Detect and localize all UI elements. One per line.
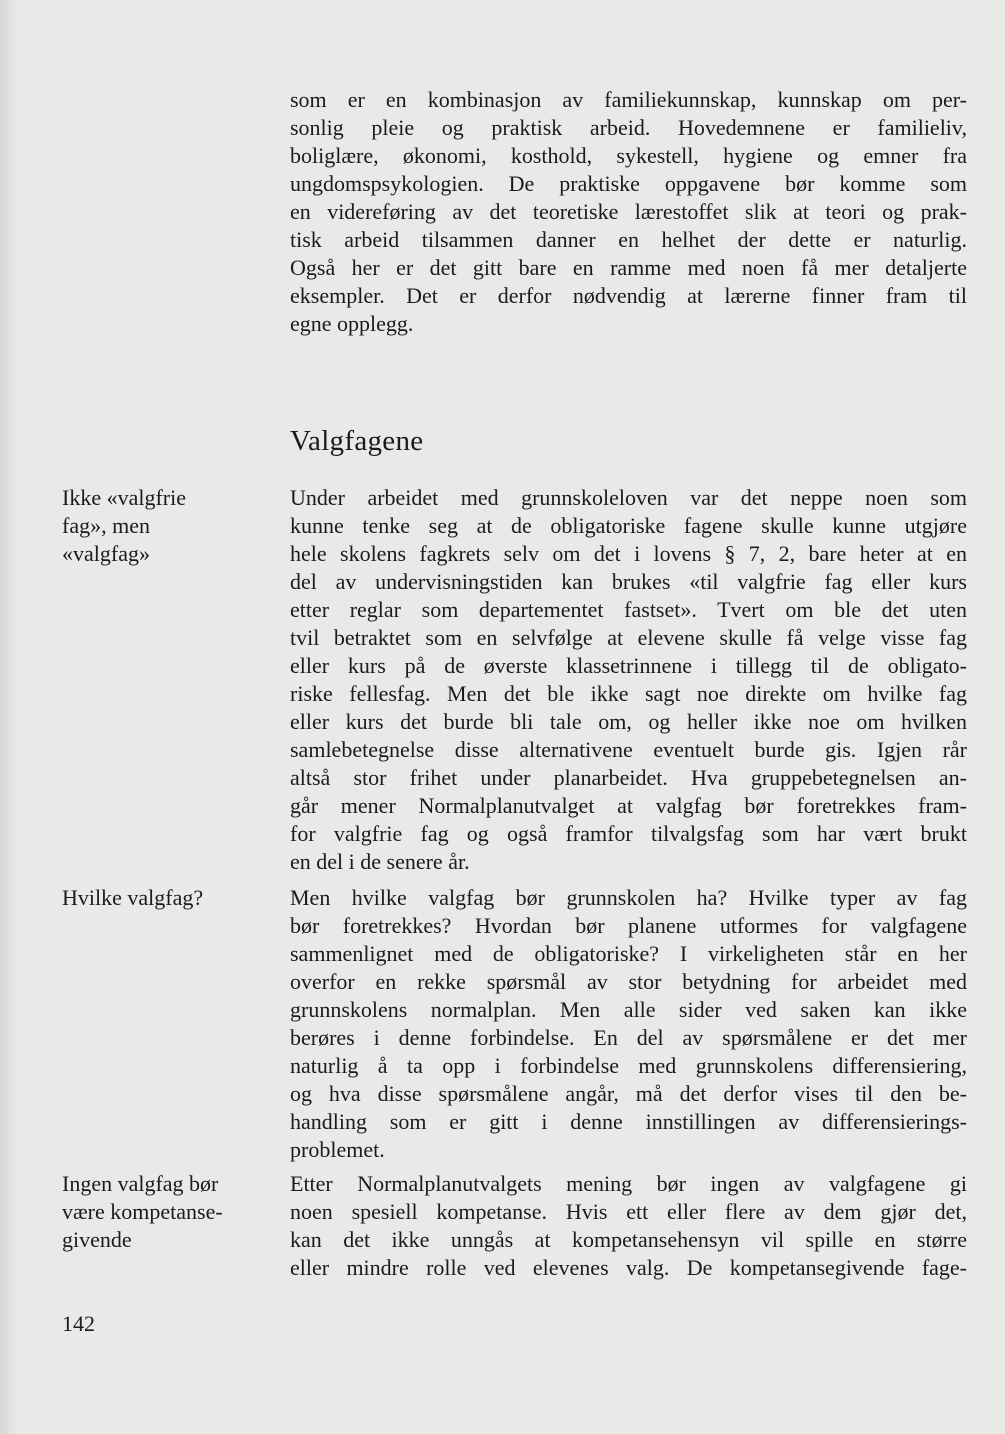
body-line: eller kurs det burde bli tale om, og heller ikke noe om hvilken [290,709,967,734]
margin-note-line: fag», men [62,513,150,538]
body-line: etter reglar som departementet fastset». Tvert om ble det uten [290,597,967,622]
body-line: Også her er det gitt bare en ramme med noen få mer detaljerte [290,255,967,280]
body-line: egne opplegg. [290,311,414,336]
body-line: eksempler. Det er derfor nødvendig at lærerne finner fram til [290,283,967,308]
body-line: hele skolens fagkrets selv om det i lovens § 7, 2, bare heter at en [290,541,967,566]
body-line: handling som er gitt i denne innstillingen av differensierings- [290,1109,967,1134]
body-line: ungdomspsykologien. De praktiske oppgavene bør komme som [290,171,967,196]
body-line: tvil betraktet som en selvfølge at elevene skulle få velge visse fag [290,625,967,650]
body-line: bør foretrekkes? Hvordan bør planene utformes for valgfagene [290,913,967,938]
body-line: en videreføring av det teoretiske lærestoffet slik at teori og prak- [290,199,967,224]
body-line: går mener Normalplanutvalget at valgfag bør foretrekkes fram- [290,793,967,818]
body-line: Under arbeidet med grunnskoleloven var det neppe noen som [290,485,967,510]
body-line: naturlig å ta opp i forbindelse med grunnskolens differensiering, [290,1053,967,1078]
body-line: eller kurs på de øverste klassetrinnene i tillegg til de obligato- [290,653,967,678]
body-line: kunne tenke seg at de obligatoriske fagene skulle kunne utgjøre [290,513,967,538]
body-line: Etter Normalplanutvalgets mening bør ingen av valgfagene gi [290,1171,967,1196]
body-line: riske fellesfag. Men det ble ikke sagt noe direkte om hvilke fag [290,681,967,706]
margin-note-line: «valgfag» [62,541,150,566]
body-line: og hva disse spørsmålene angår, må det derfor vises til den be- [290,1081,967,1106]
body-line: grunnskolens normalplan. Men alle sider ved saken kan ikke [290,997,967,1022]
body-line: sonlig pleie og praktisk arbeid. Hovedemnene er familieliv, [290,115,967,140]
margin-note-line: være kompetanse- [62,1199,223,1224]
body-line: samlebetegnelse disse alternativene eventuelt burde gis. Igjen rår [290,737,967,762]
body-line: Men hvilke valgfag bør grunnskolen ha? Hvilke typer av fag [290,885,967,910]
margin-note-line: givende [62,1227,132,1252]
body-line: for valgfrie fag og også framfor tilvalgsfag som har vært brukt [290,821,967,846]
body-line: problemet. [290,1137,385,1162]
body-line: tisk arbeid tilsammen danner en helhet der dette er naturlig. [290,227,967,252]
body-line: sammenlignet med de obligatoriske? I virkeligheten står en her [290,941,967,966]
body-line: en del i de senere år. [290,849,470,874]
body-line: altså stor frihet under planarbeidet. Hva gruppebetegnelsen an- [290,765,967,790]
body-line: del av undervisningstiden kan brukes «til valgfrie fag eller kurs [290,569,967,594]
page-edge-shadow [0,0,18,1434]
body-line: kan det ikke unngås at kompetansehensyn vil spille en større [290,1227,967,1252]
section-heading: Valgfagene [290,425,424,457]
margin-note-line: Hvilke valgfag? [62,885,204,910]
body-line: boliglære, økonomi, kosthold, sykestell, hygiene og emner fra [290,143,967,168]
body-line: overfor en rekke spørsmål av stor betydning for arbeidet med [290,969,967,994]
margin-note-line: Ikke «valgfrie [62,485,186,510]
body-line: noen spesiell kompetanse. Hvis ett eller flere av dem gjør det, [290,1199,967,1224]
page-number: 142 [62,1311,95,1336]
margin-note-line: Ingen valgfag bør [62,1171,219,1196]
body-line: berøres i denne forbindelse. En del av spørsmålene er det mer [290,1025,967,1050]
body-line: eller mindre rolle ved elevenes valg. De kompetansegivende fage- [290,1255,967,1280]
body-line: som er en kombinasjon av familiekunnskap, kunnskap om per- [290,87,967,112]
